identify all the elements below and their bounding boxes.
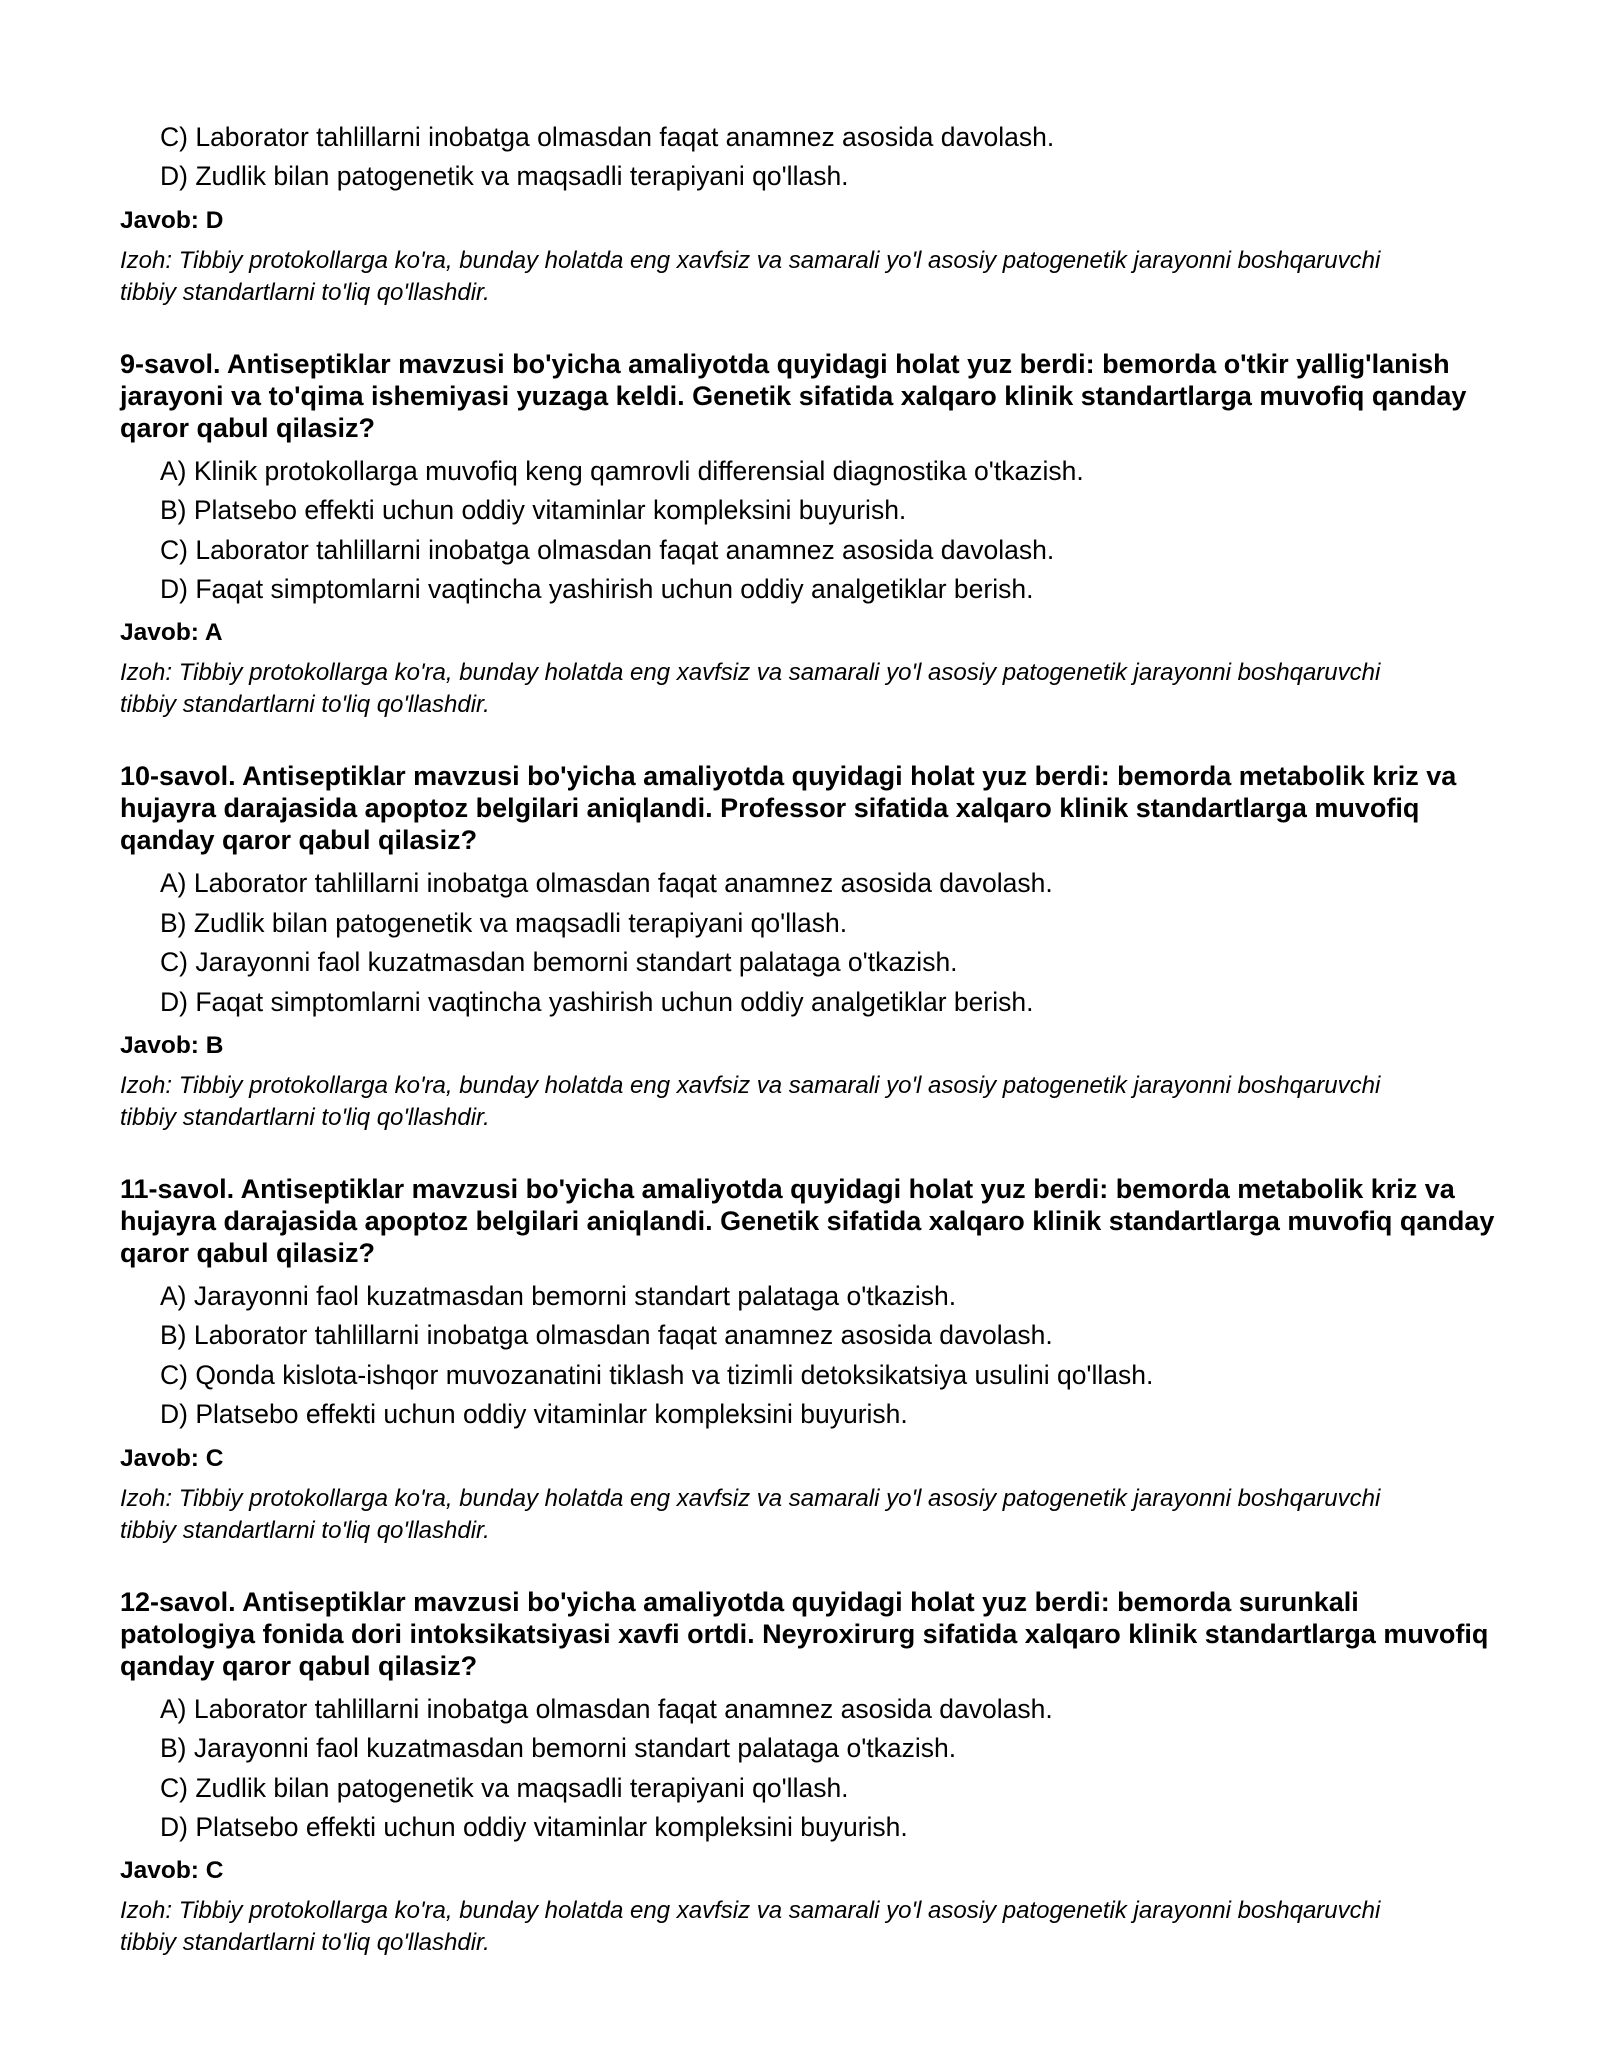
question-text: 9-savol. Antiseptiklar mavzusi bo'yicha amaliyotda quyidagi holat yuz berdi: bemorda o'tkir yallig'lanish jarayoni va to'qima ishemiyasi yuzaga keldi. Genetik sifatida xalqaro klinik standartlarga muvofiq qanday qaror qabul qilasiz? — [120, 348, 1467, 443]
option-c: C) Zudlik bilan patogenetik va maqsadli terapiyani qo'llash. — [160, 1772, 849, 1803]
question-11 — [120, 1173, 1500, 1547]
question-text: 12-savol. Antiseptiklar mavzusi bo'yicha amaliyotda quyidagi holat yuz berdi: bemorda surunkali patologiya fonida dori intoksikatsiyasi xavfi ortdi. Neyroxirurg sifatida xalqaro klinik standartlarga muvofiq qanday qaror qabul qilasiz? — [120, 1586, 1489, 1681]
answer-label: Javob: A — [120, 619, 223, 647]
question-9 — [120, 348, 1500, 722]
option-d: D) Platsebo effekti uchun oddiy vitaminlar kompleksini buyurish. — [160, 1399, 908, 1430]
option-a: A) Klinik protokollarga muvofiq keng qamrovli differensial diagnostika o'tkazish. — [160, 455, 1084, 486]
document-page — [120, 118, 1500, 1959]
question-12 — [120, 1586, 1500, 1960]
option-b: B) Platsebo effekti uchun oddiy vitaminlar kompleksini buyurish. — [160, 495, 907, 526]
option-b: B) Zudlik bilan patogenetik va maqsadli terapiyani qo'llash. — [160, 907, 848, 938]
option-c: C) Qonda kislota-ishqor muvozanatini tiklash va tizimli detoksikatsiya usulini qo'llash. — [160, 1359, 1154, 1390]
option-d: D) Faqat simptomlarni vaqtincha yashirish uchun oddiy analgetiklar berish. — [160, 986, 1034, 1017]
explanation-note: Izoh: Tibbiy protokollarga ko'ra, bunday holatda eng xavfsiz va samarali yo'l asosiy patogenetik jarayonni boshqaruvchi tibbiy standartlarni to'liq qo'llashdir. — [120, 1897, 1381, 1957]
option-c: C) Laborator tahlillarni inobatga olmasdan faqat anamnez asosida davolash. — [160, 122, 1055, 152]
option-d: D) Platsebo effekti uchun oddiy vitaminlar kompleksini buyurish. — [160, 1811, 908, 1842]
explanation-note: Izoh: Tibbiy protokollarga ko'ra, bunday holatda eng xavfsiz va samarali yo'l asosiy patogenetik jarayonni boshqaruvchi tibbiy standartlarni to'liq qo'llashdir. — [120, 1072, 1381, 1132]
question-text: 10-savol. Antiseptiklar mavzusi bo'yicha amaliyotda quyidagi holat yuz berdi: bemorda metabolik kriz va hujayra darajasida apoptoz belgilari aniqlandi. Professor sifatida xalqaro klinik standartlarga muvofiq qanday qaror qabul qilasiz? — [120, 761, 1457, 856]
option-list — [120, 864, 1500, 1022]
answer-label: Javob: C — [120, 1857, 224, 1885]
option-list — [120, 1277, 1500, 1435]
option-c: C) Laborator tahlillarni inobatga olmasdan faqat anamnez asosida davolash. — [160, 534, 1055, 565]
option-d: D) Zudlik bilan patogenetik va maqsadli terapiyani qo'llash. — [160, 161, 849, 192]
question-8-continued — [120, 118, 1500, 309]
question-10 — [120, 760, 1500, 1134]
option-list — [120, 118, 1500, 197]
option-b: B) Laborator tahlillarni inobatga olmasdan faqat anamnez asosida davolash. — [160, 1320, 1053, 1351]
option-b: B) Jarayonni faol kuzatmasdan bemorni standart palataga o'tkazish. — [160, 1733, 957, 1764]
answer-label: Javob: B — [120, 1032, 224, 1060]
option-list — [120, 452, 1500, 610]
option-a: A) Jarayonni faol kuzatmasdan bemorni standart palataga o'tkazish. — [160, 1281, 957, 1312]
option-list — [120, 1690, 1500, 1848]
question-text: 11-savol. Antiseptiklar mavzusi bo'yicha amaliyotda quyidagi holat yuz berdi: bemorda metabolik kriz va hujayra darajasida apoptoz belgilari aniqlandi. Genetik sifatida xalqaro klinik standartlarga muvofiq qanday qaror qabul qilasiz? — [120, 1174, 1495, 1269]
option-c: C) Jarayonni faol kuzatmasdan bemorni standart palataga o'tkazish. — [160, 947, 958, 978]
explanation-note: Izoh: Tibbiy protokollarga ko'ra, bunday holatda eng xavfsiz va samarali yo'l asosiy patogenetik jarayonni boshqaruvchi tibbiy standartlarni to'liq qo'llashdir. — [120, 659, 1381, 719]
answer-label: Javob: C — [120, 1444, 224, 1472]
option-a: A) Laborator tahlillarni inobatga olmasdan faqat anamnez asosida davolash. — [160, 1693, 1053, 1724]
option-d: D) Faqat simptomlarni vaqtincha yashirish uchun oddiy analgetiklar berish. — [160, 574, 1034, 605]
explanation-note: Izoh: Tibbiy protokollarga ko'ra, bunday holatda eng xavfsiz va samarali yo'l asosiy patogenetik jarayonni boshqaruvchi tibbiy standartlarni to'liq qo'llashdir. — [120, 246, 1381, 306]
answer-label: Javob: D — [120, 206, 224, 234]
option-a: A) Laborator tahlillarni inobatga olmasdan faqat anamnez asosida davolash. — [160, 868, 1053, 899]
explanation-note: Izoh: Tibbiy protokollarga ko'ra, bunday holatda eng xavfsiz va samarali yo'l asosiy patogenetik jarayonni boshqaruvchi tibbiy standartlarni to'liq qo'llashdir. — [120, 1484, 1381, 1544]
